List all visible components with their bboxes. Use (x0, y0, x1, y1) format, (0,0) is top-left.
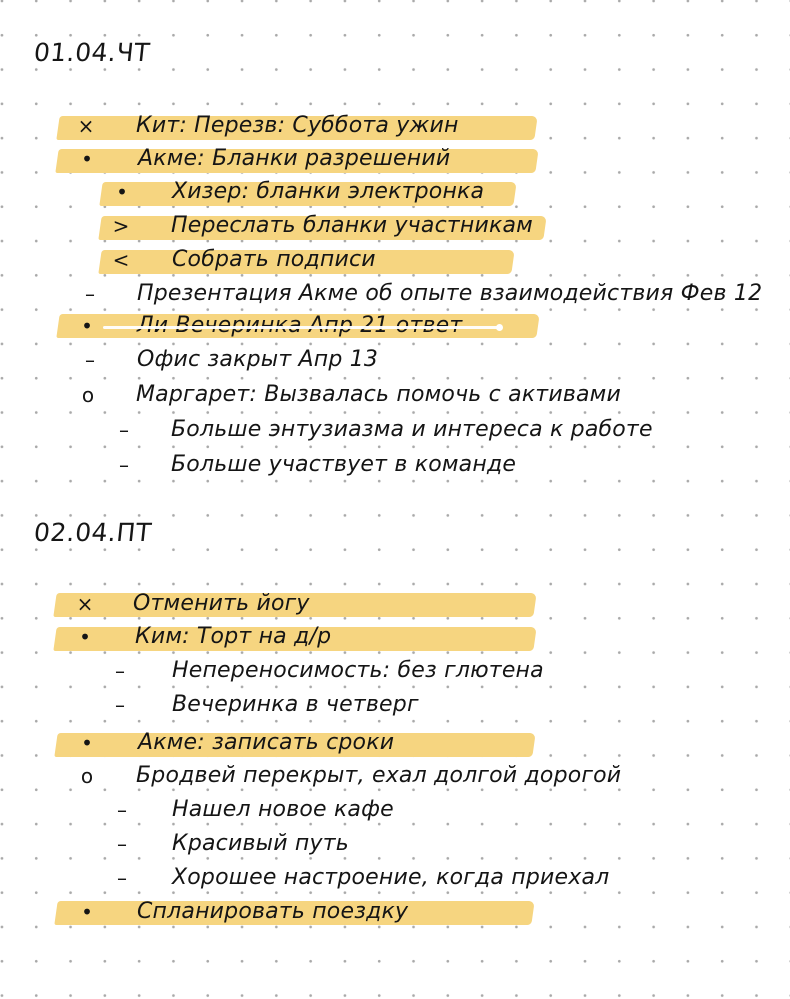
task-open-icon: • (81, 314, 93, 338)
entry-text: Больше участвует в команде (171, 452, 517, 477)
note-dash-icon: – (119, 418, 129, 442)
entry-text: Акме: Бланки разрешений (138, 146, 451, 171)
event-circle-icon: o (80, 764, 94, 788)
task-open-icon: • (81, 147, 93, 171)
task-open-icon: • (81, 731, 93, 755)
note-dash-icon: – (117, 832, 127, 856)
entry-text: Вечеринка в четверг (172, 692, 419, 717)
entry-text: Больше энтузиазма и интереса к работе (171, 417, 653, 442)
entry-text: Спланировать поездку (137, 899, 409, 924)
task-open-icon: • (116, 180, 128, 204)
entry-text: Хизер: бланки электронка (172, 179, 485, 204)
task-scheduled-icon: < (112, 248, 130, 272)
strikethrough-end-dot (496, 324, 503, 331)
task-migrated-icon: > (112, 214, 130, 238)
note-dash-icon: – (115, 693, 125, 717)
entry-text: Красивый путь (172, 831, 349, 856)
entry-text: Ким: Торт на д/р (135, 624, 332, 649)
task-open-icon: • (79, 625, 91, 649)
task-completed-icon: × (76, 592, 94, 616)
entry-text: Акме: записать сроки (138, 730, 395, 755)
event-circle-icon: o (81, 383, 95, 407)
day-heading: 01.04.ЧТ (32, 38, 152, 67)
note-dash-icon: – (85, 282, 95, 306)
entry-text: Переслать бланки участникам (171, 213, 533, 238)
day-heading: 02.04.ПТ (32, 518, 154, 547)
entry-text: Маргарет: Вызвалась помочь с активами (136, 382, 621, 407)
entry-text: Офис закрыт Апр 13 (137, 347, 379, 372)
entry-text: Нашел новое кафе (172, 797, 394, 822)
note-dash-icon: – (119, 453, 129, 477)
entry-text: Отменить йогу (133, 591, 310, 616)
note-dash-icon: – (115, 659, 125, 683)
entry-text: Презентация Акме об опыте взаимодействия Фев 12 (137, 281, 763, 306)
entry-text: Непереносимость: без глютена (172, 658, 544, 683)
entry-text: Кит: Перезв: Суббота ужин (136, 113, 459, 138)
strikethrough-line (103, 326, 501, 329)
note-dash-icon: – (117, 798, 127, 822)
task-completed-icon: × (77, 114, 95, 138)
entry-text: Бродвей перекрыт, ехал долгой дорогой (136, 763, 622, 788)
note-dash-icon: – (117, 866, 127, 890)
task-open-icon: • (81, 900, 93, 924)
entry-text: Собрать подписи (172, 247, 376, 272)
entry-text: Хорошее настроение, когда приехал (172, 865, 610, 890)
note-dash-icon: – (85, 348, 95, 372)
